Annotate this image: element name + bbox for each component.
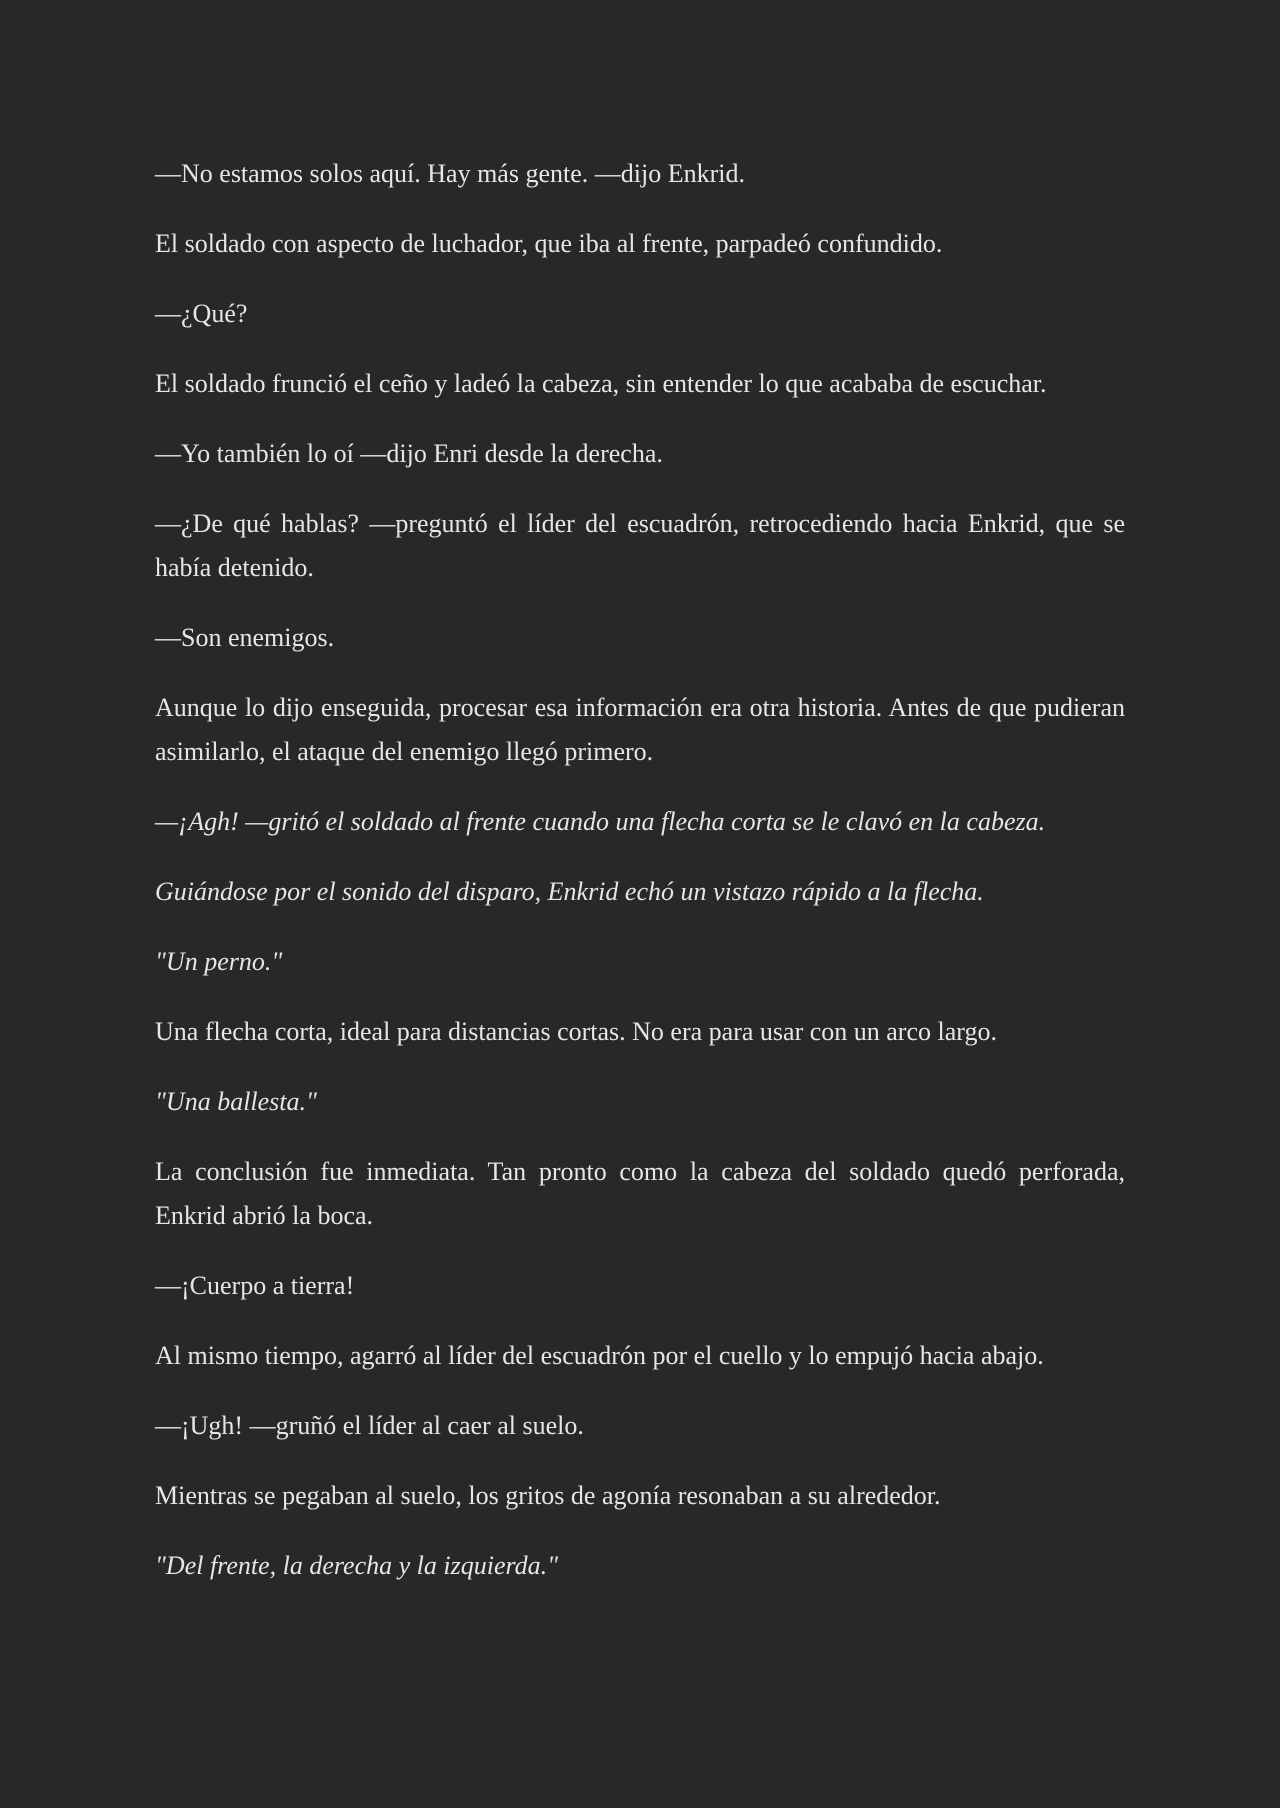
paragraph: —¡Ugh! —gruñó el líder al caer al suelo. — [155, 1411, 584, 1440]
paragraph: —No estamos solos aquí. Hay más gente. —dijo Enkrid. — [155, 159, 745, 188]
paragraph: —¿De qué hablas? —preguntó el líder del escuadrón, retrocediendo hacia Enkrid, que se había detenido. — [155, 509, 1125, 582]
paragraph: Al mismo tiempo, agarró al líder del escuadrón por el cuello y lo empujó hacia abajo. — [155, 1341, 1044, 1370]
paragraph: Guiándose por el sonido del disparo, Enkrid echó un vistazo rápido a la flecha. — [155, 877, 984, 906]
paragraph: —Yo también lo oí —dijo Enri desde la derecha. — [155, 439, 663, 468]
paragraph: "Un perno." — [155, 947, 283, 976]
paragraph: —¡Agh! —gritó el soldado al frente cuando una flecha corta se le clavó en la cabeza. — [155, 807, 1046, 836]
paragraph: —¡Cuerpo a tierra! — [155, 1271, 355, 1300]
paragraph: "Una ballesta." — [155, 1087, 317, 1116]
paragraph: "Del frente, la derecha y la izquierda." — [155, 1551, 559, 1580]
paragraph: —¿Qué? — [155, 299, 248, 328]
paragraph: Aunque lo dijo enseguida, procesar esa información era otra historia. Antes de que pudieran asimilarlo, el ataque del enemigo llegó primero. — [155, 693, 1125, 766]
paragraph: El soldado frunció el ceño y ladeó la cabeza, sin entender lo que acababa de escuchar. — [155, 369, 1047, 398]
reader-content — [155, 152, 1125, 1614]
paragraph: Una flecha corta, ideal para distancias cortas. No era para usar con un arco largo. — [155, 1017, 997, 1046]
paragraph: —Son enemigos. — [155, 623, 335, 652]
paragraph: La conclusión fue inmediata. Tan pronto como la cabeza del soldado quedó perforada, Enkrid abrió la boca. — [155, 1157, 1125, 1230]
paragraph: Mientras se pegaban al suelo, los gritos de agonía resonaban a su alrededor. — [155, 1481, 941, 1510]
paragraph: El soldado con aspecto de luchador, que iba al frente, parpadeó confundido. — [155, 229, 943, 258]
